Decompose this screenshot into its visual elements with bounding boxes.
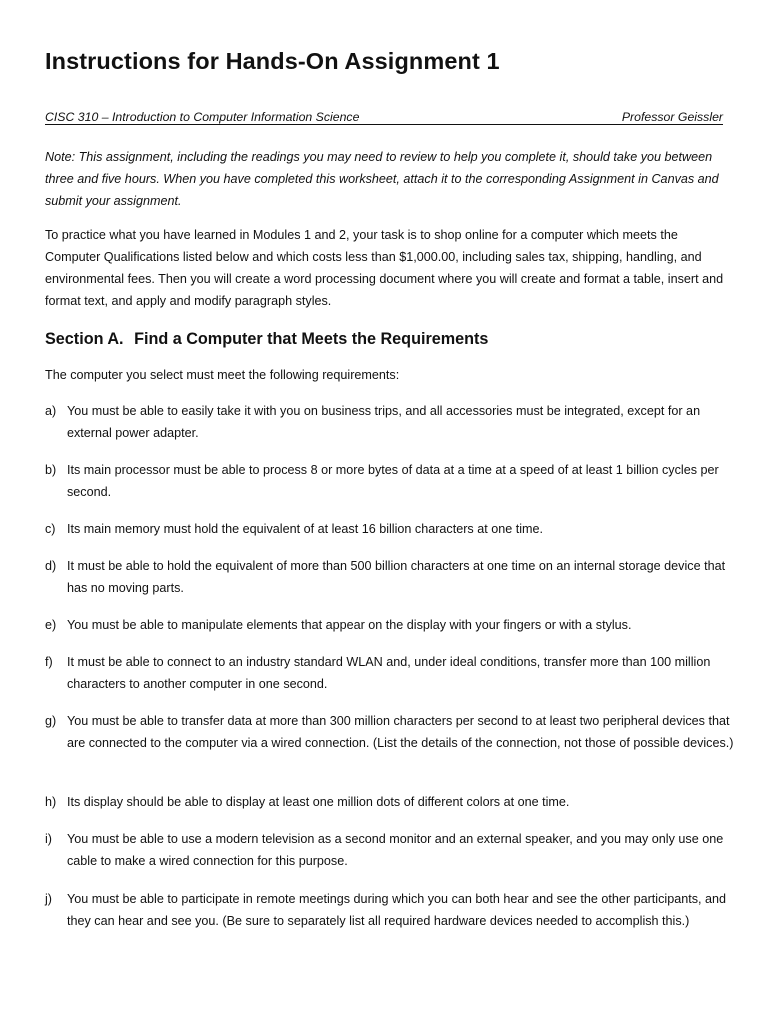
- requirement-item-i: [45, 828, 735, 872]
- requirement-item-c: [45, 518, 735, 540]
- requirement-marker: b): [45, 463, 57, 477]
- requirement-marker: h): [45, 795, 57, 809]
- requirement-text: You must be able to easily take it with you on business trips, and all accessories must be integrated, except for an external power adapter.: [67, 404, 701, 440]
- requirement-marker: c): [45, 522, 56, 536]
- intro-paragraph: To practice what you have learned in Modules 1 and 2, your task is to shop online for a computer which meets the Computer Qualifications listed below and which costs less than $1,000.00, including sales tax, shipping, handling, and environmental fees. Then you will create a word processing document where you will create and format a table, insert and format text, and apply and modify paragraph styles.: [45, 228, 724, 308]
- requirement-marker: d): [45, 559, 57, 573]
- requirement-text: Its main memory must hold the equivalent of at least 16 billion characters at one time.: [67, 522, 543, 536]
- requirement-text: You must be able to use a modern television as a second monitor and an external speaker, and you may only use one cable to make a wired connection for this purpose.: [67, 832, 724, 868]
- requirement-item-b: [45, 459, 735, 503]
- requirement-marker: i): [45, 832, 52, 846]
- requirements-lead: The computer you select must meet the following requirements:: [45, 368, 400, 382]
- section-a-title: Find a Computer that Meets the Requirements: [134, 330, 489, 348]
- requirement-item-d: [45, 555, 735, 599]
- section-a-heading: [45, 330, 488, 349]
- course-header-row: [45, 106, 723, 125]
- requirement-text: You must be able to participate in remote meetings during which you can both hear and see the other participants, and they can hear and see you. (Be sure to separately list all required hardware devices needed to accomplish this.): [67, 892, 727, 928]
- requirement-text: Its main processor must be able to process 8 or more bytes of data at a time at a speed of at least 1 billion cycles per second.: [67, 463, 719, 499]
- requirement-item-h: [45, 791, 735, 813]
- course-name: CISC 310 – Introduction to Computer Information Science: [45, 110, 360, 124]
- requirement-text: You must be able to transfer data at more than 300 million characters per second to at least two peripheral devices that are connected to the computer via a wired connection. (List the details of the connection, not those of possible devices.): [67, 714, 734, 750]
- requirement-item-j: [45, 888, 735, 932]
- requirement-marker: j): [45, 892, 52, 906]
- requirement-text: Its display should be able to display at least one million dots of different colors at one time.: [67, 795, 570, 809]
- requirement-text: It must be able to hold the equivalent of more than 500 billion characters at one time on an internal storage device that has no moving parts.: [67, 559, 726, 595]
- assignment-note: Note: This assignment, including the readings you may need to review to help you complete it, should take you between three and five hours. When you have completed this worksheet, attach it to the corresponding Assignment in Canvas and submit your assignment.: [45, 150, 719, 208]
- professor-name: Professor Geissler: [621, 110, 723, 124]
- requirement-item-g: [45, 710, 735, 754]
- requirement-marker: e): [45, 618, 57, 632]
- requirement-text: It must be able to connect to an industry standard WLAN and, under ideal conditions, transfer more than 100 million characters to another computer in one second.: [67, 655, 711, 691]
- requirement-marker: a): [45, 404, 57, 418]
- requirement-item-a: [45, 400, 735, 444]
- requirement-item-e: [45, 614, 735, 636]
- section-a-number: Section A.: [45, 330, 124, 348]
- requirement-item-f: [45, 651, 735, 695]
- requirement-marker: g): [45, 714, 57, 728]
- requirement-text: You must be able to manipulate elements that appear on the display with your fingers or with a stylus.: [67, 618, 632, 632]
- requirement-marker: f): [45, 655, 53, 669]
- document-title: Instructions for Hands-On Assignment 1: [45, 48, 500, 74]
